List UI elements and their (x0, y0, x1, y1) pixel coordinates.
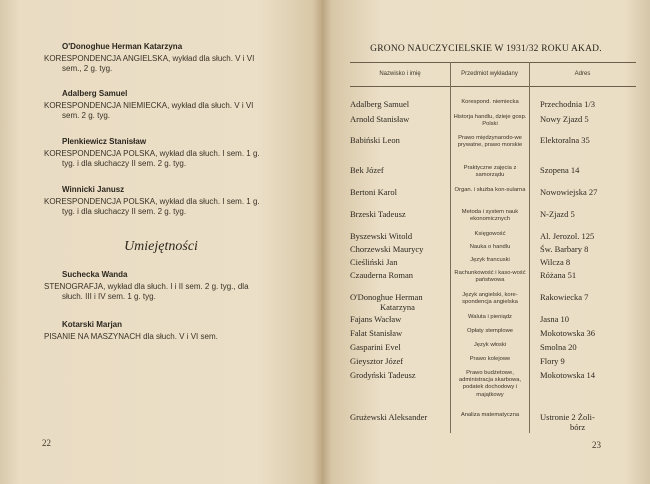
teacher-subject: Księgowość (474, 231, 506, 237)
lecturer-name: O'Donoghue Herman Katarzyna (62, 42, 183, 51)
teacher-name: Falat Stanisław (350, 328, 403, 338)
table-title: GRONO NAUCZYCIELSKIE W 1931/32 ROKU AKAD. (370, 44, 602, 54)
course-line-2: słuch. III i IV sem. 1 g. tyg. (62, 292, 156, 301)
course-line-2: sem., 2 g. tyg. (62, 64, 113, 73)
teacher-name: Babiński Leon (350, 135, 400, 145)
course-entry (44, 89, 296, 121)
teacher-address: Św. Barbary 8 (540, 244, 589, 254)
column-header-address: Adres (574, 71, 591, 77)
teacher-address: Elektoralna 35 (540, 135, 590, 145)
course-line-2: tyg. i dla słuchaczy II sem. 2 g. tyg. (62, 159, 187, 168)
teacher-subject: Rachunkowość i kaso-wość państwowa (454, 270, 526, 284)
course-line-2: sem. 2 g. tyg. (62, 111, 111, 120)
course-description (44, 332, 296, 342)
right-page (322, 0, 650, 484)
teacher-name: Czauderna Roman (350, 270, 414, 280)
course-entry (44, 270, 296, 302)
course-description (44, 149, 296, 169)
teacher-name: Grodyński Tadeusz (350, 370, 416, 380)
lecturer-name: Kotarski Marjan (62, 320, 123, 329)
teacher-address: Flory 9 (540, 356, 565, 366)
section-heading: Umiejętności (124, 239, 198, 254)
course-entry (44, 185, 296, 217)
teacher-name: Gieysztor Józef (350, 356, 404, 366)
teacher-name: Arnold Stanisław (350, 114, 410, 124)
teacher-name (350, 292, 450, 312)
teacher-subject: Język angielski, kore-spondencja angielska (462, 292, 518, 306)
teacher-subject: Korespond. niemiecka (461, 99, 519, 105)
teacher-name: Gasparini Evel (350, 342, 401, 352)
teacher-subject: Nauka o handlu (469, 244, 511, 250)
teacher-subject: Prawo kolejowe (469, 356, 511, 362)
column-divider (450, 62, 451, 433)
course-line-1: KORESPONDENCJA POLSKA, wykład dla słuch. I sem. 1 g. (44, 149, 260, 158)
course-description (44, 101, 296, 121)
table-header-rule (350, 86, 636, 87)
teacher-address: Smolna 20 (540, 342, 577, 352)
teacher-name: Fajans Wacław (350, 314, 402, 324)
teacher-subject: Organ. i służba kon-sularna (454, 187, 526, 193)
teacher-address: Rakowiecka 7 (540, 292, 589, 302)
teacher-address-line-1: Ustronie 2 Żoli- (540, 412, 595, 422)
teacher-address: Szopena 14 (540, 165, 580, 175)
teacher-name: Adalberg Samuel (350, 99, 410, 109)
teacher-address: Al. Jerozol. 125 (540, 231, 595, 241)
teacher-address: Nowy Zjazd 5 (540, 114, 589, 124)
course-description (44, 282, 296, 302)
teacher-address-line-2: bórz (570, 422, 586, 432)
teacher-name: Grużewski Aleksander (350, 412, 428, 422)
course-line-1: STENOGRAFJA, wykład dla słuch. I i II sem. 2 g. tyg., dla (44, 282, 249, 291)
teacher-name: Byszewski Witold (350, 231, 413, 241)
teacher-subject: Analiza matematyczna (460, 412, 520, 418)
column-header-subject: Przedmiot wykładany (461, 71, 518, 77)
teacher-address: Różana 51 (540, 270, 577, 280)
teacher-subject: Prawo międzynarodo-we prywatne, prawo morskie (457, 135, 523, 149)
course-line-1: KORESPONDENCJA POLSKA, wykład dla słuch. I sem. 1 g. (44, 197, 260, 206)
staff-table (350, 62, 636, 433)
teacher-name: Bertoni Karol (350, 187, 397, 197)
page-number: 22 (42, 438, 51, 448)
course-line-1: KORESPONDENCJA ANGIELSKA, wykład dla słuch. V i VI (44, 54, 255, 63)
lecturer-name: Suchecka Wanda (62, 270, 128, 279)
teacher-subject: Opłaty stemplowe (466, 328, 514, 334)
teacher-subject: Metoda i system nauk ekonomicznych (461, 209, 519, 223)
course-description (44, 197, 296, 217)
teacher-name: Chorzewski Maurycy (350, 244, 424, 254)
teacher-subject: Język francuski (470, 257, 510, 263)
teacher-subject: Prawo budżetowe, administracja skarbowa, podatek dochodowy i majątkowy (458, 370, 522, 398)
course-line-2: tyg. i dla słuchaczy II sem. 2 g. tyg. (62, 207, 187, 216)
left-page (0, 0, 322, 484)
course-entry (44, 137, 296, 169)
teacher-address: Przechodnia 1/3 (540, 99, 595, 109)
lecturer-name: Plenkiewicz Stanisław (62, 137, 147, 146)
teacher-subject: Język włoski (473, 342, 507, 348)
teacher-subject: Historja handlu, dzieje gosp. Polski (453, 114, 527, 128)
teacher-name-line-2: Katarzyna (380, 302, 415, 312)
course-description (44, 54, 296, 74)
teacher-address: Wilcza 8 (540, 257, 571, 267)
course-entry (44, 320, 296, 342)
teacher-address: N-Zjazd 5 (540, 209, 575, 219)
teacher-name: Cieśliński Jan (350, 257, 398, 267)
teacher-address: Mokotowska 14 (540, 370, 596, 380)
teacher-address: Nowowiejska 27 (540, 187, 598, 197)
teacher-name: Brzeski Tadeusz (350, 209, 406, 219)
teacher-address (530, 412, 636, 432)
lecturer-name: Winnicki Janusz (62, 185, 125, 194)
course-entry (44, 42, 296, 74)
teacher-subject: Praktyczne zajęcia z samorządu (463, 165, 517, 179)
lecturer-name: Adalberg Samuel (62, 89, 128, 98)
teacher-address: Jasna 10 (540, 314, 570, 324)
teacher-address: Mokotowska 36 (540, 328, 596, 338)
course-line-1: KORESPONDENCJA NIEMIECKA, wykład dla słuch. V i VI (44, 101, 254, 110)
teacher-subject: Waluta i pieniądz (468, 314, 512, 320)
page-number: 23 (592, 440, 601, 450)
table-top-rule (350, 62, 636, 63)
teacher-name-line-1: O'Donoghue Herman (350, 292, 423, 302)
column-header-name: Nazwisko i imię (379, 71, 421, 77)
course-line-1: PISANIE NA MASZYNACH dla słuch. V i VI sem. (44, 332, 218, 341)
teacher-name: Bek Józef (350, 165, 384, 175)
